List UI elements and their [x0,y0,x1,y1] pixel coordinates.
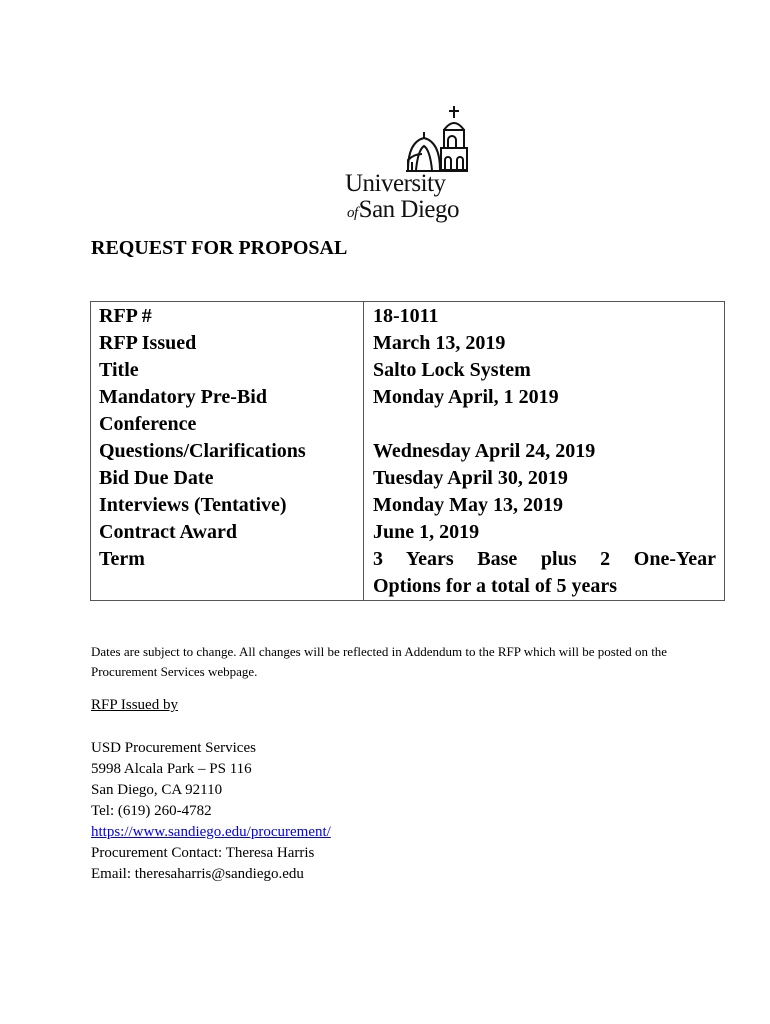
value-term-line1: 3 Years Base plus 2 One-Year [373,548,716,570]
value-rfp-number: 18-1011 [373,305,439,327]
contact-organization: USD Procurement Services [91,740,256,756]
value-pre-bid-conference: Monday April, 1 2019 [373,386,559,408]
university-logo [338,104,478,228]
value-rfp-issued: March 13, 2019 [373,332,506,354]
table-label-column [91,302,364,600]
page-title: REQUEST FOR PROPOSAL [91,237,348,259]
value-empty [373,411,716,438]
contact-email: Email: theresaharris@sandiego.edu [91,866,304,882]
contact-person: Procurement Contact: Theresa Harris [91,845,315,861]
dates-notice: Dates are subject to change. All changes will be reflected in Addendum to the RFP which will be posted on the Procurement Services webpage. [91,644,668,679]
contact-telephone: Tel: (619) 260-4782 [91,803,212,819]
label-conference: Conference [99,413,197,435]
value-contract-award: June 1, 2019 [373,521,480,543]
label-bid-due-date: Bid Due Date [99,467,214,489]
value-title: Salto Lock System [373,359,531,381]
label-term: Term [99,548,145,570]
label-questions: Questions/Clarifications [99,440,306,462]
rfp-details-table [90,301,725,601]
logo-university-text: University [345,170,446,197]
value-questions: Wednesday April 24, 2019 [373,440,596,462]
value-bid-due-date: Tuesday April 30, 2019 [373,467,568,489]
label-title: Title [99,359,139,381]
value-interviews: Monday May 13, 2019 [373,494,563,516]
table-value-column [364,302,724,600]
logo-of-text: of [347,205,358,221]
label-interviews: Interviews (Tentative) [99,494,287,516]
logo-san-diego-label: San Diego [358,196,460,223]
label-rfp-number: RFP # [99,305,152,327]
procurement-link[interactable]: https://www.sandiego.edu/procurement/ [91,824,331,840]
label-mandatory-pre-bid: Mandatory Pre-Bid [99,386,267,408]
mission-tower-icon [338,104,478,174]
label-contract-award: Contract Award [99,521,237,543]
logo-san-diego-text [347,196,487,224]
label-rfp-issued: RFP Issued [99,332,197,354]
contact-address-line2: San Diego, CA 92110 [91,782,223,798]
contact-address-line1: 5998 Alcala Park – PS 116 [91,761,252,777]
value-term-line2: Options for a total of 5 years [373,575,618,597]
issued-by-heading: RFP Issued by [91,697,178,713]
contact-block [91,738,331,885]
